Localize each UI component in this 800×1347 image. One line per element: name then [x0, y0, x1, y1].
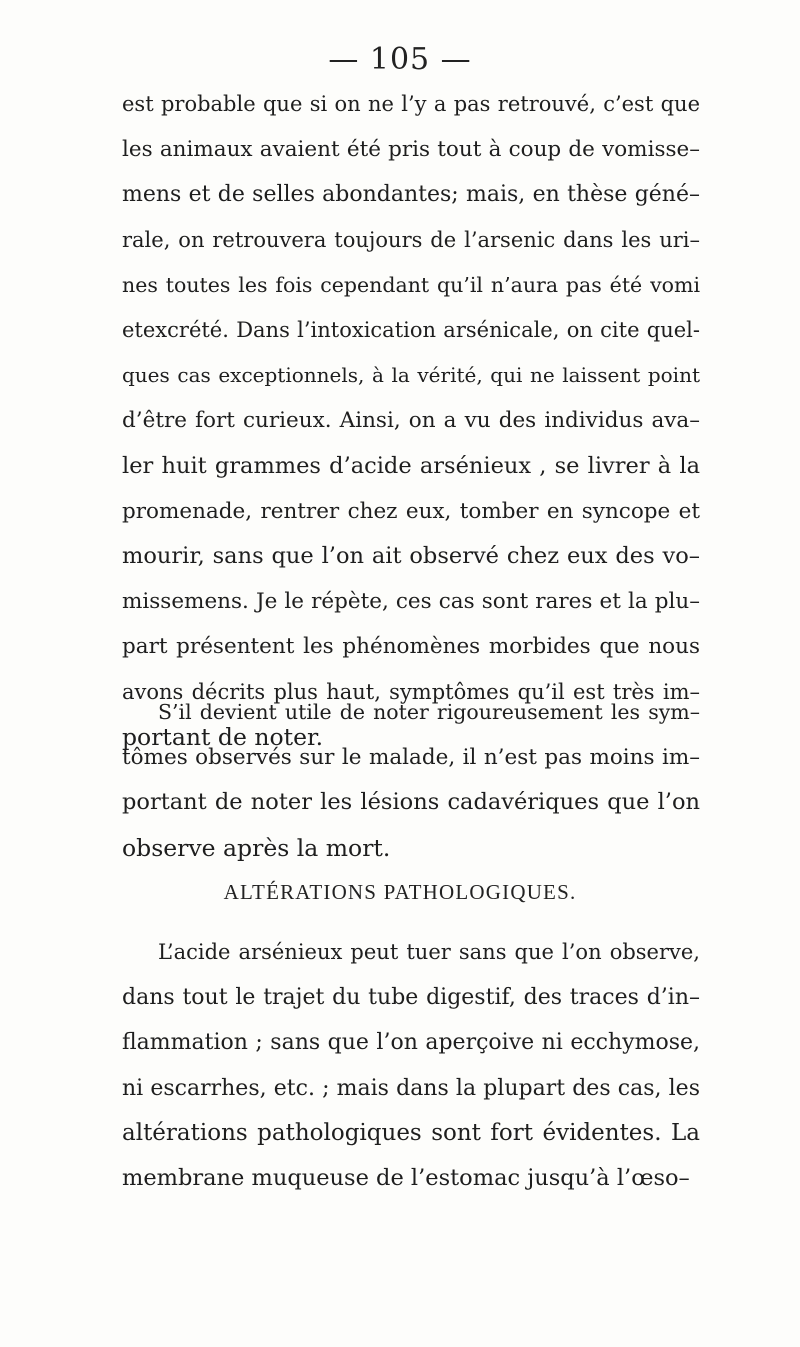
- text-line: promenade, rentrer chez eux, tomber en syncope et: [122, 498, 700, 524]
- paragraph-2: [122, 690, 700, 871]
- text-line: altérations pathologiques sont fort évidentes. La: [122, 1119, 700, 1146]
- text-line: portant de noter les lésions cadavériques que l’on: [122, 789, 700, 816]
- text-line: etexcrété. Dans l’intoxication arsénicale, on cite quel-: [122, 318, 700, 343]
- paragraph-1: [122, 82, 700, 760]
- text-line: missemens. Je le répète, ces cas sont rares et la plu–: [122, 589, 700, 615]
- section-heading: ALTÉRATIONS PATHOLOGIQUES.: [223, 880, 577, 904]
- text-line: tômes observés sur le malade, il n’est pas moins im–: [122, 745, 700, 771]
- text-line: rale, on retrouvera toujours de l’arsenic dans les uri–: [122, 227, 700, 252]
- text-line: d’être fort curieux. Ainsi, on a vu des individus ava–: [122, 408, 700, 434]
- text-line: ler huit grammes d’acide arsénieux , se livrer à la: [122, 452, 700, 479]
- text-line: S’il devient utile de noter rigoureusement les sym–: [158, 700, 700, 724]
- text-line: membrane muqueuse de l’estomac jusqu’à l’œso–: [122, 1165, 690, 1192]
- text-line: L’acide arsénieux peut tuer sans que l’on observe,: [158, 940, 700, 964]
- page-number: — 105 —: [328, 42, 472, 77]
- text-line: mourir, sans que l’on ait observé chez eux des vo–: [122, 543, 700, 570]
- text-line: ni escarrhes, etc. ; mais dans la plupart des cas, les: [122, 1075, 700, 1101]
- text-line: dans tout le trajet du tube digestif, des traces d’in–: [122, 985, 700, 1011]
- text-line: est probable que si on ne l’y a pas retrouvé, c’est que: [122, 92, 700, 116]
- text-line: part présentent les phénomènes morbides que nous: [122, 634, 700, 660]
- text-line: ques cas exceptionnels, à la vérité, qui ne laissent point: [122, 363, 700, 388]
- text-line: avons décrits plus haut, symptômes qu’il est très im–: [122, 679, 700, 704]
- text-line: nes toutes les fois cependant qu’il n’aura pas été vomi: [122, 272, 700, 297]
- text-line: flammation ; sans que l’on aperçoive ni ecchymose,: [122, 1030, 700, 1056]
- text-line: observe après la mort.: [122, 833, 391, 862]
- text-line: mens et de selles abondantes; mais, en thèse géné–: [122, 182, 700, 208]
- paragraph-3: [122, 930, 700, 1201]
- text-line: les animaux avaient été pris tout à coup de vomisse–: [122, 137, 700, 163]
- text-line: portant de noter.: [122, 722, 324, 751]
